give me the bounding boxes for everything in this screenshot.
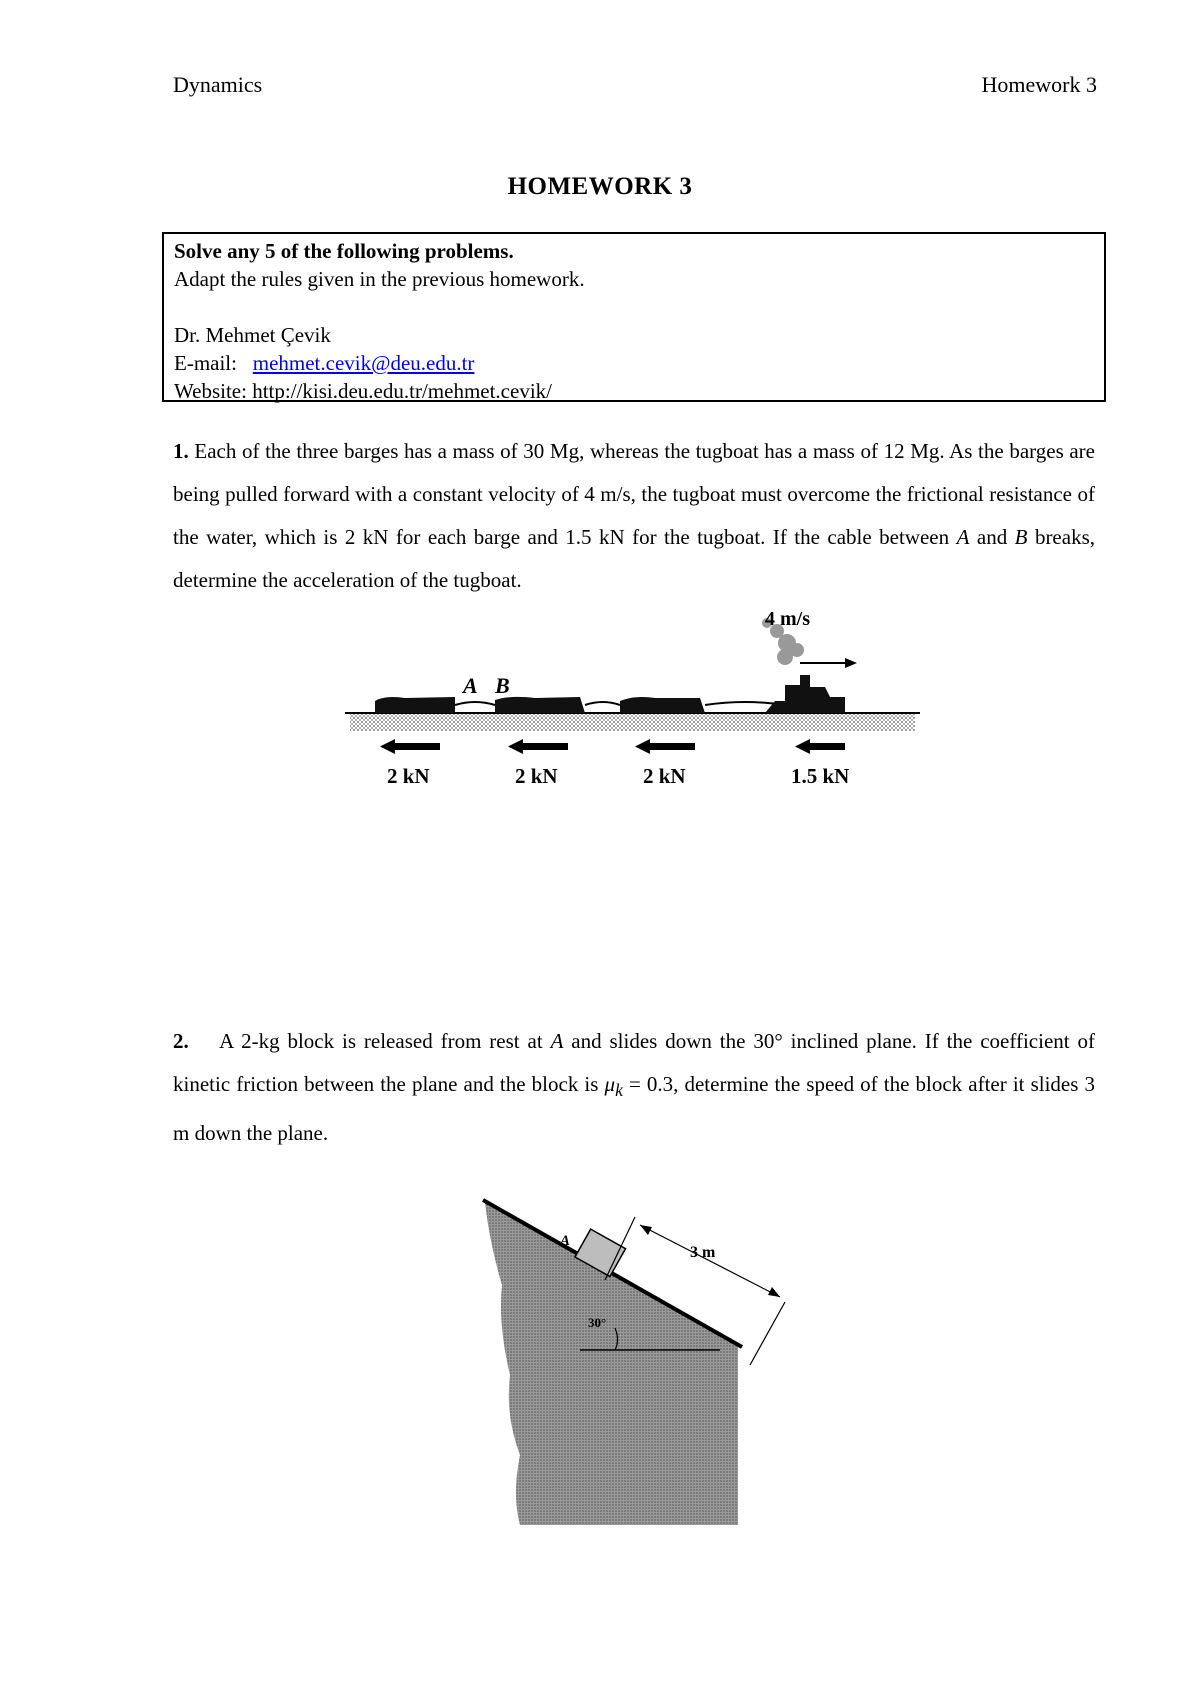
incline-figure	[480, 1195, 810, 1535]
label-b: B	[1014, 525, 1028, 549]
force-arrows	[380, 739, 845, 754]
problem-text-end: = 0.3, determine the speed of the block after it slides 3 m down the plane.	[173, 1072, 1096, 1146]
distance-label: 3 m	[690, 1244, 716, 1261]
problem-number: 2.	[173, 1029, 189, 1053]
problem-number: 1.	[173, 439, 189, 463]
email-label: E-mail:	[174, 351, 237, 375]
instructor-name: Dr. Mehmet Çevik	[174, 323, 331, 347]
force-label-1: 2 kN	[387, 764, 430, 788]
email-link[interactable]: mehmet.cevik@deu.edu.tr	[252, 351, 475, 375]
barge-3	[620, 697, 705, 713]
label-a: A	[956, 525, 970, 549]
water	[350, 713, 915, 731]
tugboat	[765, 675, 845, 713]
header-course: Dynamics	[173, 72, 263, 97]
velocity-label: 4 m/s	[765, 608, 810, 630]
page-title: HOMEWORK 3	[507, 173, 693, 200]
website-row	[174, 377, 1094, 405]
problem-text-end: breaks, determine the acceleration of the tugboat.	[173, 525, 1095, 592]
problem-text: A 2-kg block is released from rest at	[219, 1029, 551, 1053]
label-a: A	[463, 673, 478, 698]
mu-subscript: k	[615, 1080, 623, 1101]
mu-symbol: μ	[604, 1072, 616, 1096]
label-a: A	[550, 1029, 564, 1053]
problem-2	[173, 1020, 1095, 1155]
website-label: Website:	[174, 379, 247, 403]
block-label: A	[560, 1233, 571, 1249]
force-label-4: 1.5 kN	[791, 764, 850, 788]
problem-text-mid: and slides down the 30° inclined plane. If the coefficient of kinetic friction between the plane and the block is	[173, 1029, 1095, 1096]
barge-1	[375, 697, 455, 713]
instructions-line: Solve any 5 of the following problems.	[174, 239, 514, 263]
instructions-box	[162, 232, 1106, 402]
barge-2	[495, 697, 585, 713]
spacer	[174, 293, 1094, 321]
problem-1	[173, 430, 1095, 602]
force-label-3: 2 kN	[643, 764, 686, 788]
rules-line: Adapt the rules given in the previous homework.	[174, 267, 585, 291]
website-url: http://kisi.deu.edu.tr/mehmet.cevik/	[252, 379, 552, 403]
header-homework: Homework 3	[981, 72, 1097, 97]
barges-figure	[345, 605, 925, 790]
force-label-2: 2 kN	[515, 764, 558, 788]
problem-text: Each of the three barges has a mass of 30 Mg, whereas the tugboat has a mass of 12 Mg. As the barges are being pulled forward with a constant velocity of 4 m/s, the tugboat must overcome the frictional resistance of the water, which is 2 kN for each barge and 1.5 kN for the tugboat. If the cable between	[173, 439, 1095, 549]
label-b: B	[495, 673, 510, 698]
text-and: and	[969, 525, 1015, 549]
email-row	[174, 349, 1094, 377]
angle-label: 30°	[588, 1315, 607, 1330]
